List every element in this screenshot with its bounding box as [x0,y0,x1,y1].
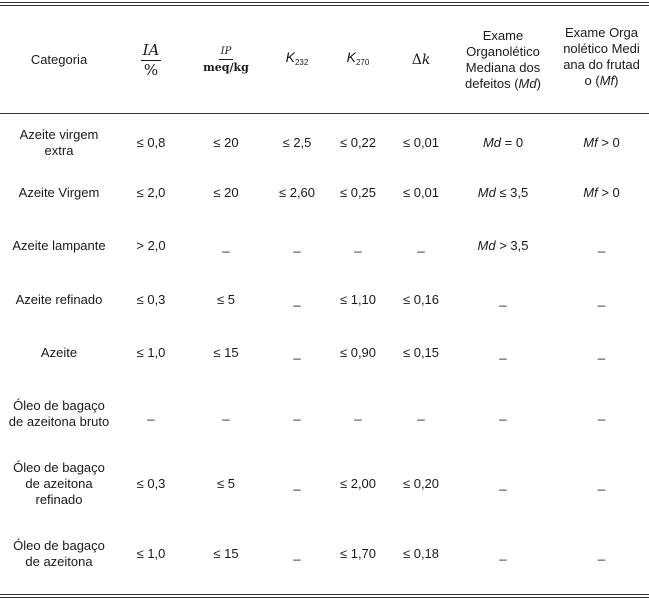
cell-dk [390,327,452,379]
cell-md [452,275,554,325]
table-top-rule-inner [0,5,649,6]
cell-md [452,520,554,588]
cell-ip [184,220,268,272]
cell-mf-value [598,476,605,492]
cell-mf-value [583,185,620,201]
cell-md [452,380,554,448]
ia-value: ≤ 1,0 [136,546,166,561]
mf-condition: _ [597,406,606,421]
header-mf [554,2,649,112]
k232-value: _ [293,406,301,421]
ip-numerator: IP [219,46,234,60]
ia-value: _ [147,406,155,421]
ia-value: ≤ 0,3 [136,292,166,307]
cell-dk [390,169,452,217]
cell-k232 [268,118,326,168]
k270-value: ≤ 0,25 [339,185,377,200]
header-k232 [268,8,326,112]
ia-value: > 2,0 [136,238,166,253]
ip-value: ≤ 5 [217,476,235,491]
cell-categoria [0,450,118,518]
cell-dk [390,220,452,272]
cell-k270 [326,275,390,325]
cell-mf-value [598,238,605,254]
md-condition: _ [499,546,507,561]
k270-value: ≤ 0,22 [339,135,377,150]
cell-ip [184,169,268,217]
mf-condition: _ [597,476,606,491]
categoria-value: Azeite [40,345,78,360]
ia-value: ≤ 1,0 [136,345,166,360]
k270-value: ≤ 1,70 [339,546,377,561]
cell-k270 [326,450,390,518]
cell-mf [554,220,649,272]
cell-ip [184,327,268,379]
cell-ia [118,220,184,272]
k232-value: _ [293,238,301,253]
cell-mf [554,327,649,379]
cell-k270 [326,220,390,272]
ip-value: ≤ 5 [217,292,235,307]
cell-mf-value [598,406,605,422]
header-mf-text: Exame Organolético Mediana do frutado ( [563,25,640,88]
k232-value: ≤ 2,60 [278,185,316,200]
categoria-value: Óleo de bagaço de azeitona [13,538,105,569]
k232-value: _ [293,345,301,360]
cell-md [452,169,554,217]
cell-ia [118,327,184,379]
cell-ip [184,380,268,448]
categoria-value: Azeite refinado [15,292,103,307]
header-categoria-label: Categoria [30,52,88,67]
cell-mf-value [598,292,605,308]
cell-categoria [0,275,118,325]
ip-value: ≤ 15 [213,546,239,561]
table-top-rule [0,2,649,3]
categoria-value: Azeite Virgem [18,185,100,200]
mf-condition: > 0 [597,185,620,200]
ip-fraction [203,46,249,74]
k232-value: ≤ 2,5 [282,135,312,150]
ip-value: ≤ 15 [213,345,239,360]
cell-mf [554,520,649,588]
cell-k232 [268,220,326,272]
cell-k270 [326,118,390,168]
ia-value: ≤ 0,3 [136,476,166,491]
cell-dk [390,118,452,168]
cell-ia [118,169,184,217]
k270-value: ≤ 2,00 [339,476,377,491]
mf-variable: Mf [583,135,598,150]
mf-condition: _ [597,292,606,307]
dk-value: ≤ 0,20 [402,476,440,491]
header-mf-variable: Mf [599,73,615,88]
ia-denominator: % [143,60,159,79]
cell-categoria [0,169,118,217]
cell-md [452,327,554,379]
md-condition: = 0 [501,135,524,150]
cell-k270 [326,327,390,379]
header-ip [184,8,268,112]
mf-condition: _ [597,238,606,253]
cell-ip [184,450,268,518]
dk-value: ≤ 0,01 [402,135,440,150]
ip-value: _ [222,238,230,253]
k270-value: ≤ 1,10 [339,292,377,307]
cell-md-value [499,546,506,562]
header-md-text: Exame Organolético Mediana dos defeitos ( [465,28,541,91]
cell-mf [554,450,649,518]
ia-fraction [141,42,162,79]
cell-dk [390,380,452,448]
cell-md-value [478,185,529,201]
k232-symbol: K [285,49,295,65]
cell-ia [118,380,184,448]
header-md-variable: Md [518,76,537,91]
k232-value: _ [293,476,301,491]
cell-mf [554,118,649,168]
dk-value: _ [417,406,425,421]
ip-value: ≤ 20 [213,135,239,150]
cell-k270 [326,169,390,217]
cell-ia [118,118,184,168]
cell-dk [390,450,452,518]
categoria-value: Óleo de bagaço de azeitona bruto [8,398,110,429]
header-md [452,8,554,112]
cell-mf-value [598,546,605,562]
delta-symbol: Δ [411,52,422,68]
table-bottom-rule [0,594,649,595]
k232-subscript: 232 [294,58,309,67]
md-condition: ≤ 3,5 [495,185,529,200]
md-condition: _ [499,345,507,360]
cell-k232 [268,520,326,588]
cell-categoria [0,118,118,168]
md-variable: Md [477,185,496,200]
cell-md [452,220,554,272]
md-condition: > 3,5 [495,238,529,253]
mf-condition: _ [597,345,606,360]
md-variable: Md [477,238,496,253]
cell-md [452,118,554,168]
k270-value: ≤ 0,90 [339,345,377,360]
cell-k232 [268,169,326,217]
k270-value: _ [354,406,362,421]
categoria-value: Óleo de bagaço de azeitona refinado [13,460,105,507]
header-divider [0,113,649,114]
md-condition: _ [499,406,507,421]
header-mf-close: ) [614,73,619,88]
cell-ip [184,118,268,168]
dk-value: ≤ 0,16 [402,292,440,307]
categoria-value: Azeite lampante [12,238,106,253]
ip-value: _ [222,406,230,421]
cell-md-value [478,238,529,254]
k270-subscript: 270 [355,58,370,67]
cell-mf [554,380,649,448]
cell-categoria [0,327,118,379]
md-condition: _ [499,292,507,307]
ip-denominator: meq/kg [203,61,249,74]
mf-condition: _ [597,546,606,561]
ia-value: ≤ 2,0 [136,185,166,200]
cell-categoria [0,380,118,448]
header-categoria [0,8,118,112]
cell-dk [390,520,452,588]
ip-value: ≤ 20 [213,185,239,200]
md-condition: _ [499,476,507,491]
table-bottom-rule-inner [0,597,649,598]
cell-ia [118,520,184,588]
cell-ip [184,520,268,588]
cell-k270 [326,380,390,448]
cell-ip [184,275,268,325]
cell-md-value [483,135,523,151]
cell-mf-value [598,345,605,361]
cell-md-value [499,345,506,361]
cell-md-value [499,476,506,492]
mf-condition: > 0 [597,135,620,150]
cell-k270 [326,520,390,588]
cell-categoria [0,520,118,588]
cell-dk [390,275,452,325]
ia-numerator: IA [142,40,160,59]
k232-value: _ [293,546,301,561]
cell-k232 [268,275,326,325]
cell-md-value [499,406,506,422]
cell-mf [554,169,649,217]
delta-k-variable: k [421,52,431,68]
cell-k232 [268,327,326,379]
dk-value: _ [417,238,425,253]
header-md-close: ) [536,76,541,91]
categoria-value: Azeite virgem extra [19,127,99,158]
mf-variable: Mf [583,185,598,200]
cell-ia [118,450,184,518]
cell-categoria [0,220,118,272]
md-variable: Md [482,135,501,150]
k270-value: _ [354,238,362,253]
cell-k232 [268,380,326,448]
dk-value: ≤ 0,18 [402,546,440,561]
cell-md-value [499,292,506,308]
cell-mf [554,275,649,325]
cell-mf-value [583,135,620,151]
cell-ia [118,275,184,325]
dk-value: ≤ 0,01 [402,185,440,200]
cell-k232 [268,450,326,518]
header-delta-k [390,8,452,112]
header-k270 [326,8,390,112]
cell-md [452,450,554,518]
k270-symbol: K [346,49,356,65]
k232-value: _ [293,292,301,307]
header-ia [118,8,184,112]
ia-value: ≤ 0,8 [136,135,166,150]
dk-value: ≤ 0,15 [402,345,440,360]
